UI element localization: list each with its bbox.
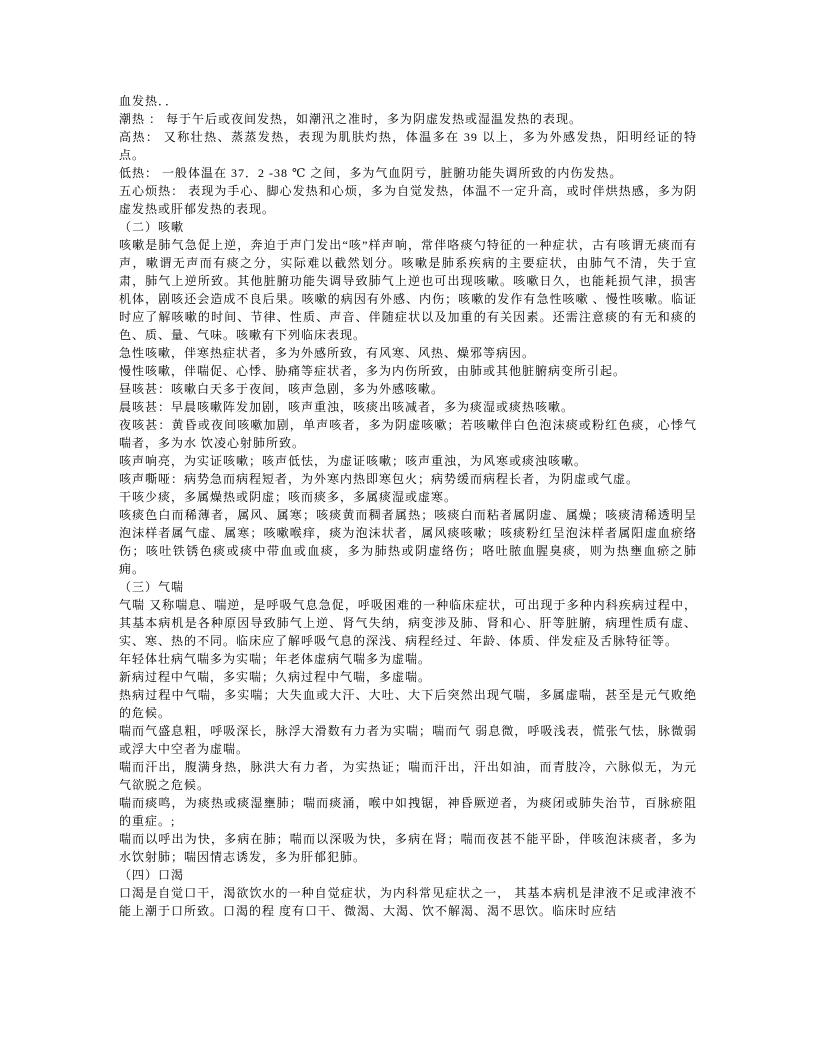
paragraph-dry-cough: 干咳少痰，多属燥热或阴虚；咳而痰多，多属痰湿或虚寒。 (119, 490, 458, 504)
paragraph-wheezing-duration: 新病过程中气喘，多实喘；久病过程中气喘，多虚喘。 (119, 670, 432, 684)
paragraph-high-fever: 高热： 又称壮热、蒸蒸发热，表现为肌肤灼热，体温多在 39 以上，多为外感发热，阳明经证的特点。 (119, 130, 697, 162)
section-heading-thirst: （四）口渴 (119, 868, 185, 882)
paragraph-daytime-cough: 昼咳甚：咳嗽白天多于夜间，咳声急剧，多为外感咳嗽。 (119, 382, 445, 396)
paragraph-chronic-cough: 慢性咳嗽，伴喘促、心悸、胁痛等症状者，多为内伤所致，由肺或其他脏腑病变所引起。 (119, 364, 627, 378)
paragraph-tidal-fever: 潮热 ： 每于午后或夜间发热，如潮汛之准时，多为阴虚发热或湿温发热的表现。 (119, 112, 583, 126)
paragraph-acute-cough: 急性咳嗽，伴寒热症状者，多为外感所致，有风寒、风热、燥邪等病因。 (119, 346, 536, 360)
paragraph-continuation: 血发热．． (119, 94, 179, 108)
paragraph-hoarse-cough: 咳声嘶哑：病势急而病程短者，为外寒内热即寒包火；病势缓而病程长者，为阴虚或气虚。 (119, 472, 640, 486)
document-body (119, 92, 697, 920)
paragraph-night-cough: 夜咳甚：黄昏或夜间咳嗽加剧，单声咳者，多为阴虚咳嗽；若咳嗽伴白色泡沫痰或粉红色痰，心悸气喘者，多为水 饮凌心射肺所致。 (119, 418, 697, 450)
paragraph-wheezing-phlegm: 喘而痰鸣，为痰热或痰湿壅肺；喘而痰涌，喉中如拽锯，神昏厥逆者，为痰闭或肺失治节，百脉瘀阻的重症。; (119, 796, 697, 828)
paragraph-wheezing-age: 年轻体壮病气喘多为实喘；年老体虚病气喘多为虚喘。 (119, 652, 432, 666)
section-heading-cough: （二）咳嗽 (119, 220, 185, 234)
paragraph-cough-intro: 咳嗽是肺气急促上逆，奔迫于声门发出“咳”样声响，常伴咯痰勺特征的一种症状，古有咳谓无痰而有声，嗽谓无声而有痰之分，实际难以截然划分。咳嗽是肺系疾病的主要症状，由肺气不清，失于宣肃，肺气上逆所致。其他脏腑功能失调导致肺气上逆也可出现咳嗽。咳嗽日久，也能耗损气津，损害机体，剧咳还会造成不良后果。咳嗽的病因有外感、内伤；咳嗽的发作有急性咳嗽 、慢性咳嗽。临证时应了解咳嗽的时间、节律、性质、声音、伴随症状以及加重的有关因素。还需注意痰的有无和痰的色、质、量、气味。咳嗽有下列临床表现。 (119, 238, 697, 342)
paragraph-cough-sound: 咳声响亮，为实证咳嗽；咳声低怯，为虚证咳嗽；咳声重浊，为风寒或痰浊咳嗽。 (119, 454, 588, 468)
paragraph-morning-cough: 晨咳甚：早晨咳嗽阵发加剧，咳声重浊，咳痰出咳减者，多为痰湿或痰热咳嗽。 (119, 400, 575, 414)
paragraph-wheezing-breath: 喘而气盛息粗，呼吸深长，脉浮大滑数有力者为实喘；喘而气 弱息微，呼吸浅表，慌张气怯，脉微弱或浮大中空者为虚喘。 (119, 724, 697, 756)
paragraph-thirst-intro: 口渴是自觉口干，渴欲饮水的一种自觉症状，为内科常见症状之一， 其基本病机是津液不足或津液不能上潮于口所致。口渴的程 度有口干、微渴、大渴、饮不解渴、渴不思饮。临床时应结 (119, 886, 697, 918)
paragraph-wheezing-intro: 气喘 又称喘息、喘逆，是呼吸气息急促，呼吸困难的一种临床症状，可出现于多种内科疾病过程中，其基本病机是各种原因导致肺气上逆、肾气失纳，病变涉及肺、肾和心、肝等脏腑，病理性质有虚、实、寒、热的不同。临床应了解呼吸气息的深浅、病程经过、年龄、体质、伴发症及舌脉特征等。 (119, 598, 697, 648)
paragraph-sputum-types: 咳痰色白而稀薄者，属风、属寒；咳痰黄而稠者属热；咳痰白而粘者属阴虚、属燥；咳痰清稀透明呈泡沫样者属气虚、属寒；咳嗽喉痒，痰为泡沫状者，属风痰咳嗽；咳痰粉红呈泡沫样者属阳虚血瘀络伤；咳吐铁锈色痰或痰中带血或血痰，多为肺热或阴虚络伤；咯吐脓血腥臭痰，则为热壅血瘀之肺痈。 (119, 508, 697, 576)
paragraph-wheezing-febrile: 热病过程中气喘，多实喘；大失血或大汗、大吐、大下后突然出现气喘，多属虚喘，甚至是元气败绝的危候。 (119, 688, 697, 720)
paragraph-low-fever: 低热： 一般体温在 37．2 -38 ℃ 之间，多为气血阴亏，脏腑功能失调所致的内伤发热。 (119, 166, 623, 180)
paragraph-five-center-heat: 五心烦热： 表现为手心、脚心发热和心烦，多为自觉发热，体温不一定升高，或时伴烘热感，多为阴虚发热或肝郁发热的表现。 (119, 184, 697, 216)
paragraph-wheezing-exhale: 喘而以呼出为快，多病在肺；喘而以深吸为快，多病在肾；喘而夜甚不能平卧，伴咳泡沫痰者，多为水饮射肺；喘因情志诱发，多为肝郁犯肺。 (119, 832, 697, 864)
paragraph-wheezing-sweat: 喘而汗出，腹满身热，脉洪大有力者，为实热证；喘而汗出，汗出如油，而青肢冷，六脉似无，为元气欲脱之危候。 (119, 760, 697, 792)
section-heading-wheezing: （三）气喘 (119, 580, 185, 594)
